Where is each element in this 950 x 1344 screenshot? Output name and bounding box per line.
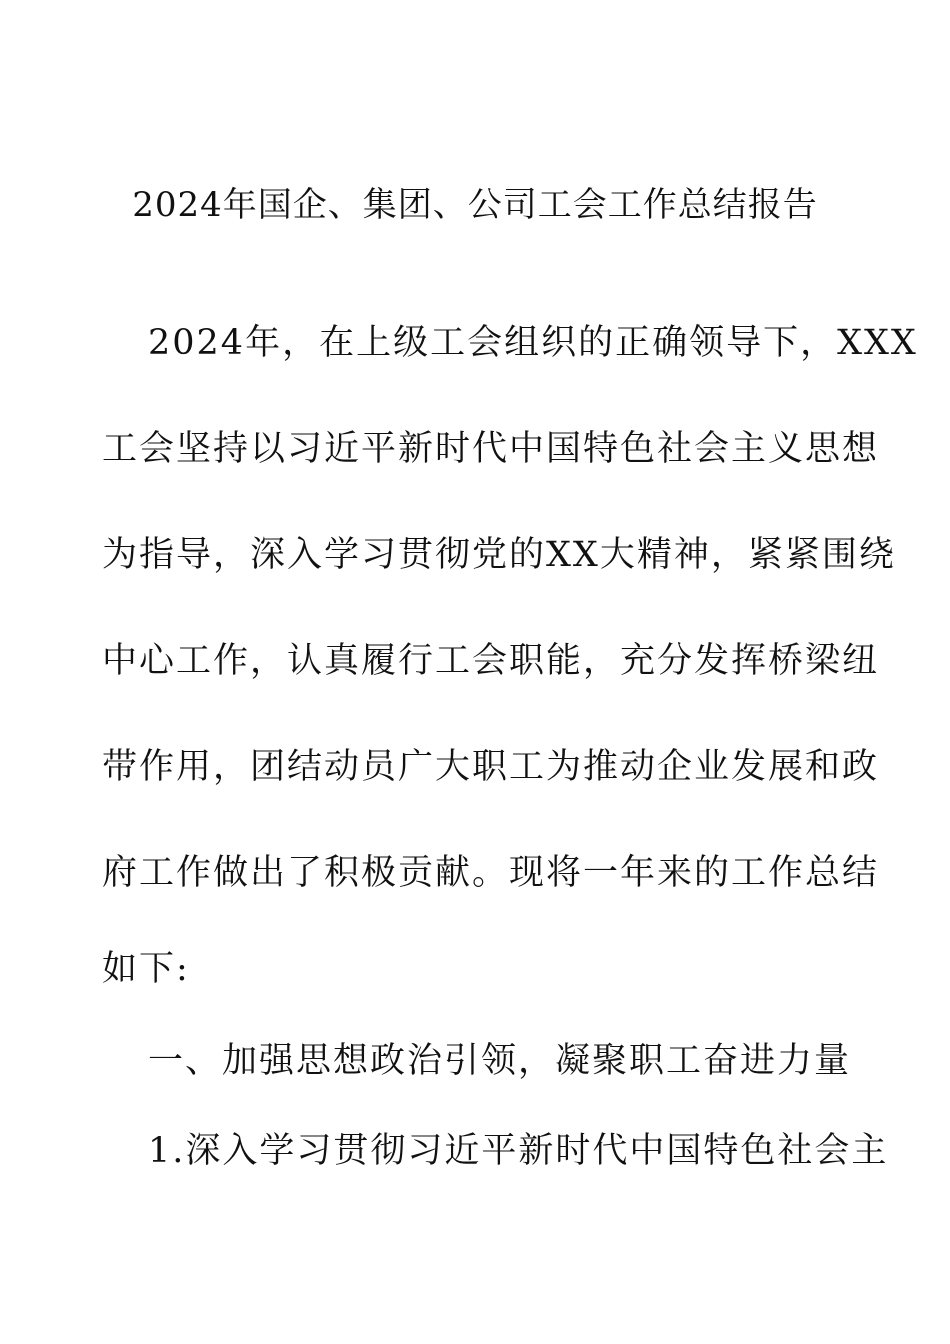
intro-line-3: 为指导，深入学习贯彻党的XX大精神，紧紧围绕	[102, 535, 896, 575]
intro-line-6: 府工作做出了积极贡献。现将一年来的工作总结	[102, 853, 880, 893]
intro-line-1: 2024年，在上级工会组织的正确领导下，XXX	[148, 323, 918, 363]
intro-line-7: 如下:	[102, 949, 190, 989]
intro-line-4: 中心工作，认真履行工会职能，充分发挥桥梁纽	[102, 641, 880, 681]
intro-line-2: 工会坚持以习近平新时代中国特色社会主义思想	[102, 429, 880, 469]
document-title: 2024年国企、集团、公司工会工作总结报告	[132, 185, 818, 225]
section-heading: 一、加强思想政治引领，凝聚职工奋进力量	[148, 1041, 852, 1081]
intro-line-5: 带作用，团结动员广大职工为推动企业发展和政	[102, 747, 880, 787]
subsection-line: 1.深入学习贯彻习近平新时代中国特色社会主	[148, 1131, 889, 1171]
